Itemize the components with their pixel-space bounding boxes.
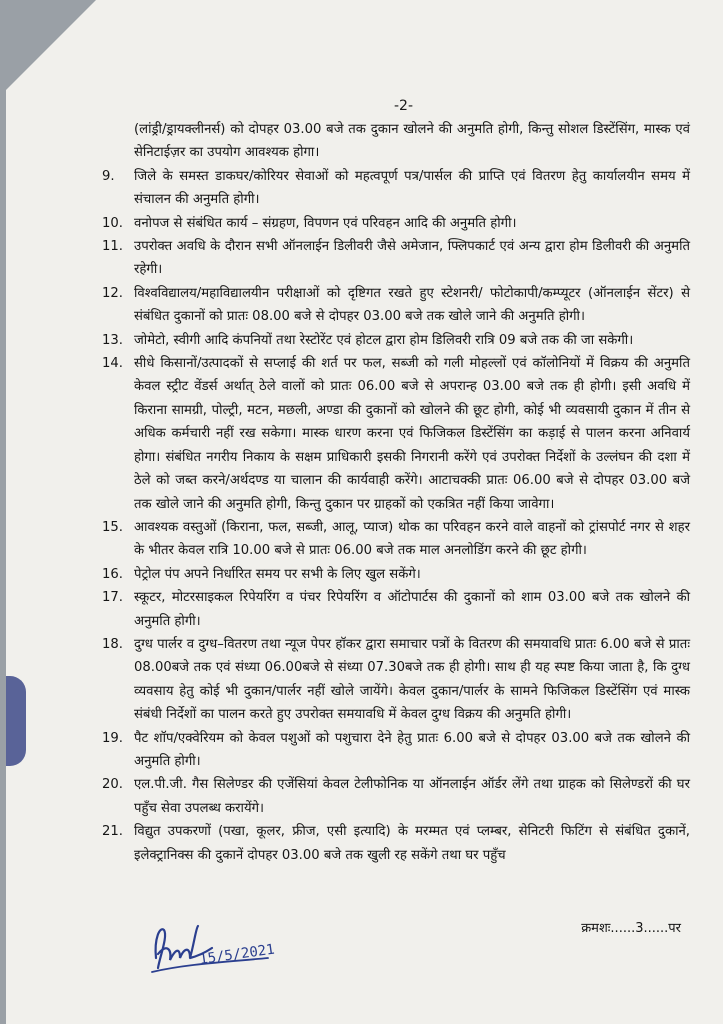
- item-number: 16.: [102, 566, 123, 582]
- item-text: स्कूटर, मोटरसाइकल रिपेयरिंग व पंचर रिपेयरिंग व ऑटोपार्टस की दुकानों को शाम 03.00 बजे तक खोलने की अनुमति होगी।: [134, 590, 690, 629]
- item-text: आवश्यक वस्तुओं (किराना, फल, सब्जी, आलू, प्याज) थोक का परिवहन करने वाले वाहनों को ट्रांसपोर्ट नगर से शहर के भीतर केवल रात्रि 10.00 बजे से प्रातः 06.00 बजे तक माल अनलोडिंग करने की छूट होगी।: [134, 519, 690, 559]
- signature-drawing: [146, 918, 276, 980]
- continuation-paragraph: (लांड्री/ड्रायक्लीनर्स) को दोपहर 03.00 बजे तक दुकान खोलने की अनुमति होगी, किन्तु सोशल डिस्टेंसिंग, मास्क एवं सेनिटाईज़र का उपयोग आवश्यक होगा।: [134, 122, 690, 161]
- list-item: [96, 727, 690, 774]
- item-text: दुग्ध पार्लर व दुग्ध–वितरण तथा न्यूज पेपर हॉकर द्वारा समाचार पत्रों के वितरण की समयावधि प्रातः 6.00 बजे से प्रातः 08.00बजे तक एवं संध्या 06.00बजे से संध्या 07.30बजे तक ही होगी। साथ ही यह स्पष्ट किया जाता है, कि दुग्ध व्यवसाय हेतु कोई भी दुकान/पार्लर नहीं खोले जायेंगे। केवल दुकान/पार्लर के सामने फिजिकल डिस्टेंसिंग एवं मास्क संबंधी निर्देशों का पालन करते हुए उपरोक्त समयावधि में केवल दुग्ध विक्रय की अनुमति होगी।: [134, 636, 690, 723]
- list-item: [96, 235, 690, 282]
- item-text: विद्युत उपकरणों (पखा, कूलर, फ्रीज, एसी इत्यादि) के मरम्मत एवं प्लम्बर, सेनिटरी फिटिंग से संबंधित दुकानें, इलेक्ट्रानिक्स की दुकानें दोपहर 03.00 बजे तक खुली रह सकेंगे तथा घर पहुँच: [134, 824, 690, 863]
- list-item: [96, 586, 690, 633]
- item-number: 13.: [102, 332, 123, 348]
- item-number: 18.: [102, 636, 123, 652]
- document-body: [96, 118, 690, 867]
- item-text: जिले के समस्त डाकघर/कोरियर सेवाओं को महत्वपूर्ण पत्र/पार्सल की प्राप्ति एवं वितरण हेतु कार्यालयीन समय में संचालन की अनुमति होगी।: [134, 168, 690, 208]
- item-number: 12.: [102, 285, 123, 301]
- signature-date: 15/5/2021: [198, 941, 276, 968]
- item-number: 14.: [102, 356, 123, 372]
- seal-stamp-fragment: [6, 676, 26, 766]
- continued-note: क्रमशः......3......पर: [581, 921, 681, 936]
- list-item: [96, 352, 690, 516]
- folded-corner: [6, 0, 96, 90]
- item-number: 19.: [102, 730, 123, 746]
- item-text: सीधे किसानों/उत्पादकों से सप्लाई की शर्त पर फल, सब्जी को गली मोहल्लों एवं कॉलोनियों में विक्रय की अनुमति केवल स्ट्रीट वेंडर्स अर्थात् ठेले वालों को प्रातः 06.00 बजे से अपरान्ह 03.00 बजे तक ही होगी। इसी अवधि में किराना सामग्री, पोल्ट्री, मटन, मछली, अण्डा की दुकानों को खोलने की छूट होगी, कोई भी व्यवसायी दुकान में तीन से अधिक कर्मचारी नहीं रख सकेगा। मास्क धारण करना एवं फिजिकल डिस्टेंसिंग का कड़ाई से पालन करना अनिवार्य होगा। संबंधित नगरीय निकाय के सक्षम प्राधिकारी इसकी निगरानी करेंगे एवं उपरोक्त निर्देशों के उल्लंघन की दशा में ठेले को जब्त करने/अर्थदण्ड या चालान की कार्यवाही करेंगे। आटाचक्की प्रातः 06.00 बजे से दोपहर 03.00 बजे तक खोले जाने की अनुमति होगी, किन्तु दुकान पर ग्राहकों को एकत्रित नहीं किया जावेगा।: [134, 356, 690, 512]
- signature: [146, 918, 276, 984]
- list-item: [96, 282, 690, 329]
- item-text: एल.पी.जी. गैस सिलेण्डर की एजेंसियां केवल टेलीफोनिक या ऑनलाईन ऑर्डर लेंगे तथा ग्राहक को सिलेण्डरों की घर पहुँच सेवा उपलब्ध करायेंगे।: [134, 777, 690, 816]
- item-text: जोमेटो, स्वीगी आदि कंपनियों तथा रेस्टोरेंट एवं होटल द्वारा होम डिलिवरी रात्रि 09 बजे तक की जा सकेगी।: [134, 332, 634, 348]
- item-number: 17.: [102, 590, 123, 606]
- item-number: 10.: [102, 215, 123, 231]
- item-number: 20.: [102, 777, 123, 793]
- list-item: [96, 516, 690, 563]
- page-number: -2-: [394, 98, 414, 114]
- list-item: [96, 165, 690, 212]
- document-page: [6, 0, 723, 1024]
- list-item: [96, 820, 690, 867]
- list-item: [96, 563, 690, 586]
- list-item: [96, 633, 690, 727]
- item-text: वनोपज से संबंधित कार्य – संग्रहण, विपणन एवं परिवहन आदि की अनुमति होगी।: [134, 215, 517, 231]
- list-item: [96, 329, 690, 352]
- item-number: 15.: [102, 519, 123, 535]
- item-number: 9.: [102, 168, 115, 184]
- item-text: उपरोक्त अवधि के दौरान सभी ऑनलाईन डिलीवरी जैसे अमेजान, फ्लिपकार्ट एवं अन्य द्वारा होम डिलीवरी की अनुमति रहेगी।: [134, 239, 690, 278]
- list-item: [96, 773, 690, 820]
- item-number: 11.: [102, 239, 123, 255]
- item-text: पेट्रोल पंप अपने निर्धारित समय पर सभी के लिए खुल सकेंगे।: [134, 566, 421, 582]
- item-number: 21.: [102, 824, 123, 840]
- item-text: विश्वविद्यालय/महाविद्यालयीन परीक्षाओं को दृष्टिगत रखते हुए स्टेशनरी/ फोटोकापी/कम्प्यूटर (ऑनलाईन सेंटर) से संबंधित दुकानों को प्रातः 08.00 बजे से दोपहर 03.00 बजे तक खोले जाने की अनुमति होगी।: [134, 285, 690, 325]
- list-item: [96, 212, 690, 235]
- item-text: पैट शॉप/एक्वेरियम को केवल पशुओं को पशुचारा देने हेतु प्रातः 6.00 बजे से दोपहर 03.00 बजे तक खोलने की अनुमति होगी।: [134, 730, 690, 769]
